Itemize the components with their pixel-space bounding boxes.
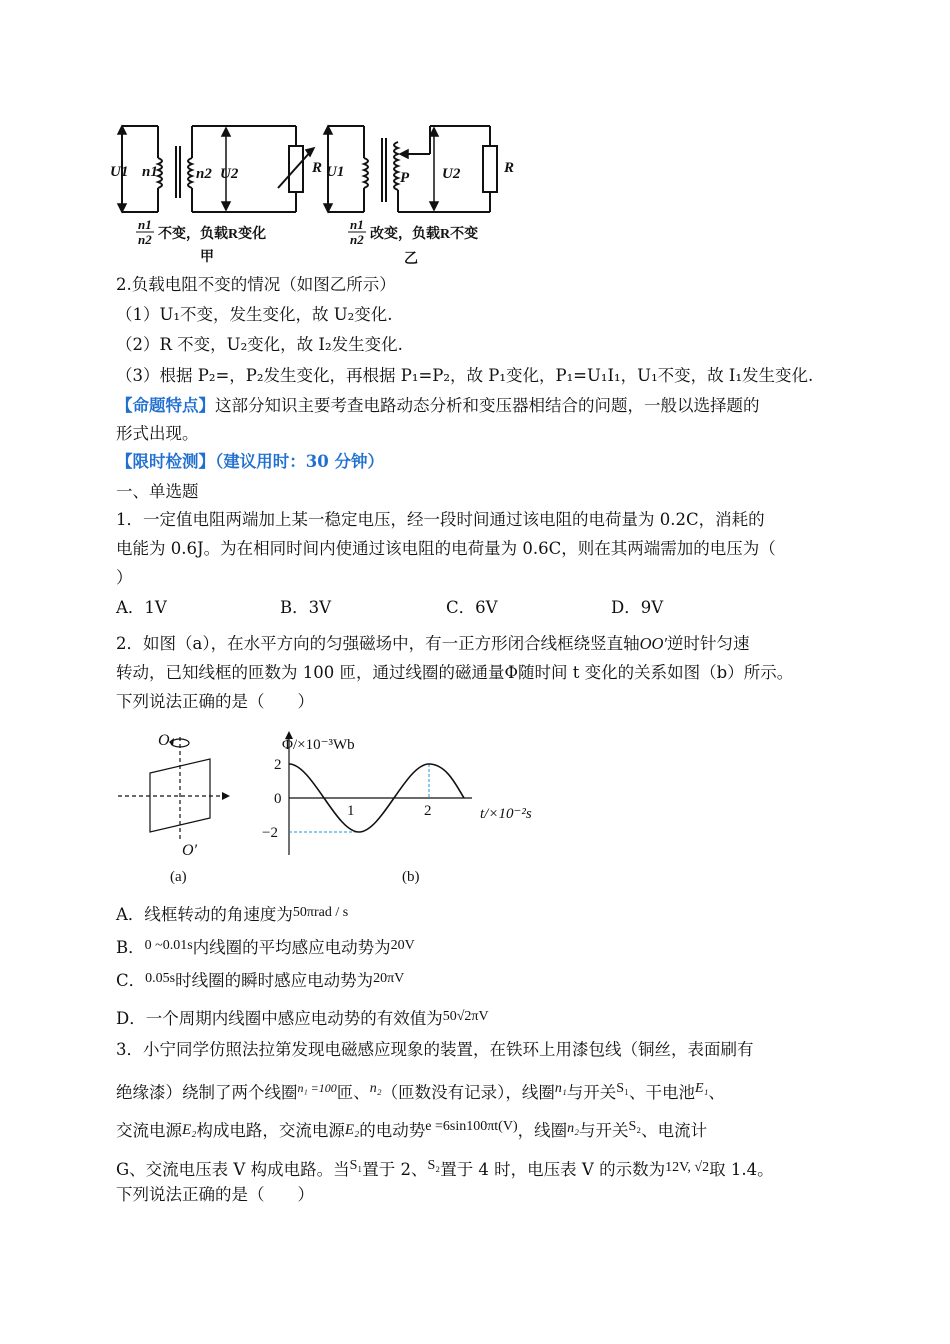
xlabel: t/×10⁻²s bbox=[480, 806, 532, 822]
q3-line3-c: 构成电路，交流电源 bbox=[196, 1121, 345, 1140]
q3-line1: 3．小宁同学仿照法拉第发现电磁感应现象的装置，在铁环上用漆包线（铜丝，表面刷有 bbox=[116, 1040, 754, 1059]
q3-e2-b: E₂ bbox=[344, 1122, 360, 1138]
q2-option-a[interactable] bbox=[116, 902, 348, 926]
q2-option-b-letter: B． bbox=[116, 938, 145, 957]
ratio-num-jia: n1 bbox=[138, 217, 152, 232]
label-n2: n2 bbox=[196, 166, 212, 182]
label-jia: 甲 bbox=[200, 250, 214, 265]
q3-e2-a: E₂ bbox=[182, 1122, 197, 1138]
q2-line1-a: 2．如图（a），在水平方向的匀强磁场中，有一正方形闭合线框绕竖直轴 bbox=[116, 634, 640, 653]
section-title: 一、单选题 bbox=[116, 482, 199, 501]
caption-yi: 改变，负载R不变 bbox=[370, 227, 479, 242]
q3-line4-a: G、交流电压表 V 构成电路。当 bbox=[116, 1160, 350, 1179]
q3-n1: n₁ bbox=[554, 1081, 567, 1096]
q1-option-d[interactable]: D．9V bbox=[611, 598, 664, 617]
q2-line1-c: 逆时针匀速 bbox=[667, 634, 750, 653]
ytick-neg: −2 bbox=[262, 825, 278, 841]
q2-option-d[interactable] bbox=[116, 1006, 489, 1030]
q3-line5: 下列说法正确的是（ ） bbox=[116, 1185, 314, 1204]
q2-option-c-value: 20πV bbox=[373, 971, 405, 986]
q2-option-d-value: 50√2πV bbox=[442, 1009, 489, 1024]
q3-line2-i: 、干电池 bbox=[628, 1083, 695, 1102]
ytick-pos: 2 bbox=[274, 757, 282, 773]
ratio-den-yi: n2 bbox=[350, 232, 364, 247]
q2-option-b-range: 0 ~0.01s bbox=[144, 938, 193, 953]
section2-item3: （3）根据 P₂=，P₂发生变化，再根据 P₁=P₂，故 P₁变化，P₁=U₁I₁，U₁不变，故 I₁发生变化. bbox=[116, 366, 814, 385]
label-U1-jia: U1 bbox=[110, 164, 129, 180]
q1-line1: 1．一定值电阻两端加上某一稳定电压，经一段时间通过该电阻的电荷量为 0.2C，消耗的 bbox=[116, 510, 765, 529]
caption-b: (b) bbox=[402, 869, 420, 885]
q2-line3: 下列说法正确的是（ ） bbox=[116, 692, 314, 711]
label-O-bottom: O′ bbox=[182, 842, 198, 859]
q1-option-a[interactable]: A．1V bbox=[116, 598, 167, 617]
q3-n2: n₂ bbox=[369, 1081, 382, 1096]
mingti-text1: 这部分知识主要考查电路动态分析和变压器相结合的问题，一般以选择题的 bbox=[215, 396, 760, 415]
label-U2-jia: U2 bbox=[220, 166, 239, 182]
q3-voltage: 12V, √2 bbox=[665, 1160, 710, 1175]
q2-option-c-letter: C． bbox=[116, 971, 146, 990]
section2-item2: （2）R 不变，U₂变化，故 I₂发生变化. bbox=[116, 335, 403, 354]
q3-emf-formula: e =6sin100πt(V) bbox=[425, 1119, 518, 1134]
ratio-num-yi: n1 bbox=[350, 217, 364, 232]
mingti-text2: 形式出现。 bbox=[116, 424, 199, 443]
ratio-den-jia: n2 bbox=[138, 232, 152, 247]
q1-option-b[interactable]: B．3V bbox=[280, 598, 332, 617]
caption-jia: 不变，负载R变化 bbox=[158, 227, 267, 242]
q3-line2-k: 、 bbox=[708, 1083, 725, 1102]
label-O-top: O bbox=[158, 732, 170, 749]
transformer-figure bbox=[108, 118, 528, 268]
q3-line4-g: 取 1.4。 bbox=[709, 1160, 774, 1179]
ytick-zero: 0 bbox=[274, 791, 282, 807]
xtick-2: 2 bbox=[424, 803, 432, 819]
q2-option-d-text: D．一个周期内线圈中感应电动势的有效值为 bbox=[116, 1009, 443, 1028]
q3-n1-value: n₁ =100 bbox=[297, 1081, 337, 1095]
label-n1: n1 bbox=[142, 164, 158, 180]
q2-line2: 转动，已知线框的匝数为 100 匝，通过线圈的磁通量Φ随时间 t 变化的关系如图（b）所示。 bbox=[116, 663, 794, 682]
q2-axis-label: OO′ bbox=[639, 634, 668, 653]
q3-s1-b: S₁ bbox=[349, 1158, 363, 1173]
q3-line4-e: 置于 4 时，电压表 V 的示数为 bbox=[440, 1160, 666, 1179]
label-U1-yi: U1 bbox=[326, 164, 345, 180]
q2-line1 bbox=[116, 633, 750, 655]
q3-line3-e: 的电动势 bbox=[359, 1121, 426, 1140]
q1-line2: 电能为 0.6J。为在相同时间内使通过该电阻的电荷量为 0.6C，则在其两端需加的电压为（ bbox=[116, 539, 776, 558]
label-R-jia: R bbox=[312, 160, 323, 176]
q3-line3-g: ，线圈 bbox=[517, 1121, 568, 1140]
label-yi: 乙 bbox=[404, 252, 418, 267]
xtick-1: 1 bbox=[347, 803, 355, 819]
section2-item1: （1）U₁不变，发生变化，故 U₂变化. bbox=[116, 305, 393, 324]
q3-s1: S₁ bbox=[616, 1081, 629, 1096]
q2-option-a-formula: 50πrad / s bbox=[292, 905, 349, 920]
q2-option-b-text: 内线圈的平均感应电动势为 bbox=[192, 938, 391, 957]
q2-option-a-text: A．线框转动的角速度为 bbox=[116, 905, 293, 924]
q3-line2-a: 绝缘漆）绕制了两个线圈 bbox=[116, 1083, 298, 1102]
q3-s2-b: S₂ bbox=[427, 1158, 441, 1173]
q2-option-c[interactable] bbox=[116, 968, 404, 992]
q2-figure bbox=[112, 725, 542, 890]
q3-line2-e: （匝数没有记录），线圈 bbox=[381, 1083, 555, 1102]
q3-e1: E₁ bbox=[694, 1081, 709, 1096]
q1-line3: ） bbox=[116, 568, 133, 587]
label-P: P bbox=[400, 170, 410, 186]
label-U2-yi: U2 bbox=[442, 166, 461, 182]
q3-line3-a: 交流电源 bbox=[116, 1121, 182, 1140]
q3-line4-c: 置于 2、 bbox=[362, 1160, 428, 1179]
q2-option-c-time: 0.05s bbox=[145, 971, 176, 986]
label-R-yi: R bbox=[504, 160, 515, 176]
xianshi-tag: 【限时检测】（建议用时：30 分钟） bbox=[116, 452, 384, 471]
q3-line2-g: 与开关 bbox=[566, 1083, 617, 1102]
caption-a: (a) bbox=[170, 869, 187, 885]
q3-line3-k: 、电流计 bbox=[641, 1121, 708, 1140]
q3-line2 bbox=[116, 1077, 725, 1104]
q2-option-b[interactable] bbox=[116, 935, 415, 959]
q3-line3-i: 与开关 bbox=[579, 1121, 629, 1140]
q3-line4 bbox=[116, 1155, 774, 1181]
ylabel: Φ/×10⁻³Wb bbox=[282, 737, 355, 753]
mingti-tag: 【命题特点】 bbox=[116, 396, 215, 415]
q2-option-c-text: 时线圈的瞬时感应电动势为 bbox=[175, 971, 374, 990]
mingti-paragraph bbox=[116, 395, 760, 417]
q3-line3 bbox=[116, 1116, 707, 1142]
q3-line2-c: 匝、 bbox=[336, 1083, 370, 1102]
q3-s2: S₂ bbox=[628, 1119, 642, 1134]
q2-option-b-value: 20V bbox=[390, 938, 415, 953]
section2-heading: 2.负载电阻不变的情况（如图乙所示） bbox=[116, 275, 396, 294]
q3-n2-b: n₂ bbox=[567, 1121, 579, 1136]
q1-option-c[interactable]: C．6V bbox=[446, 598, 498, 617]
